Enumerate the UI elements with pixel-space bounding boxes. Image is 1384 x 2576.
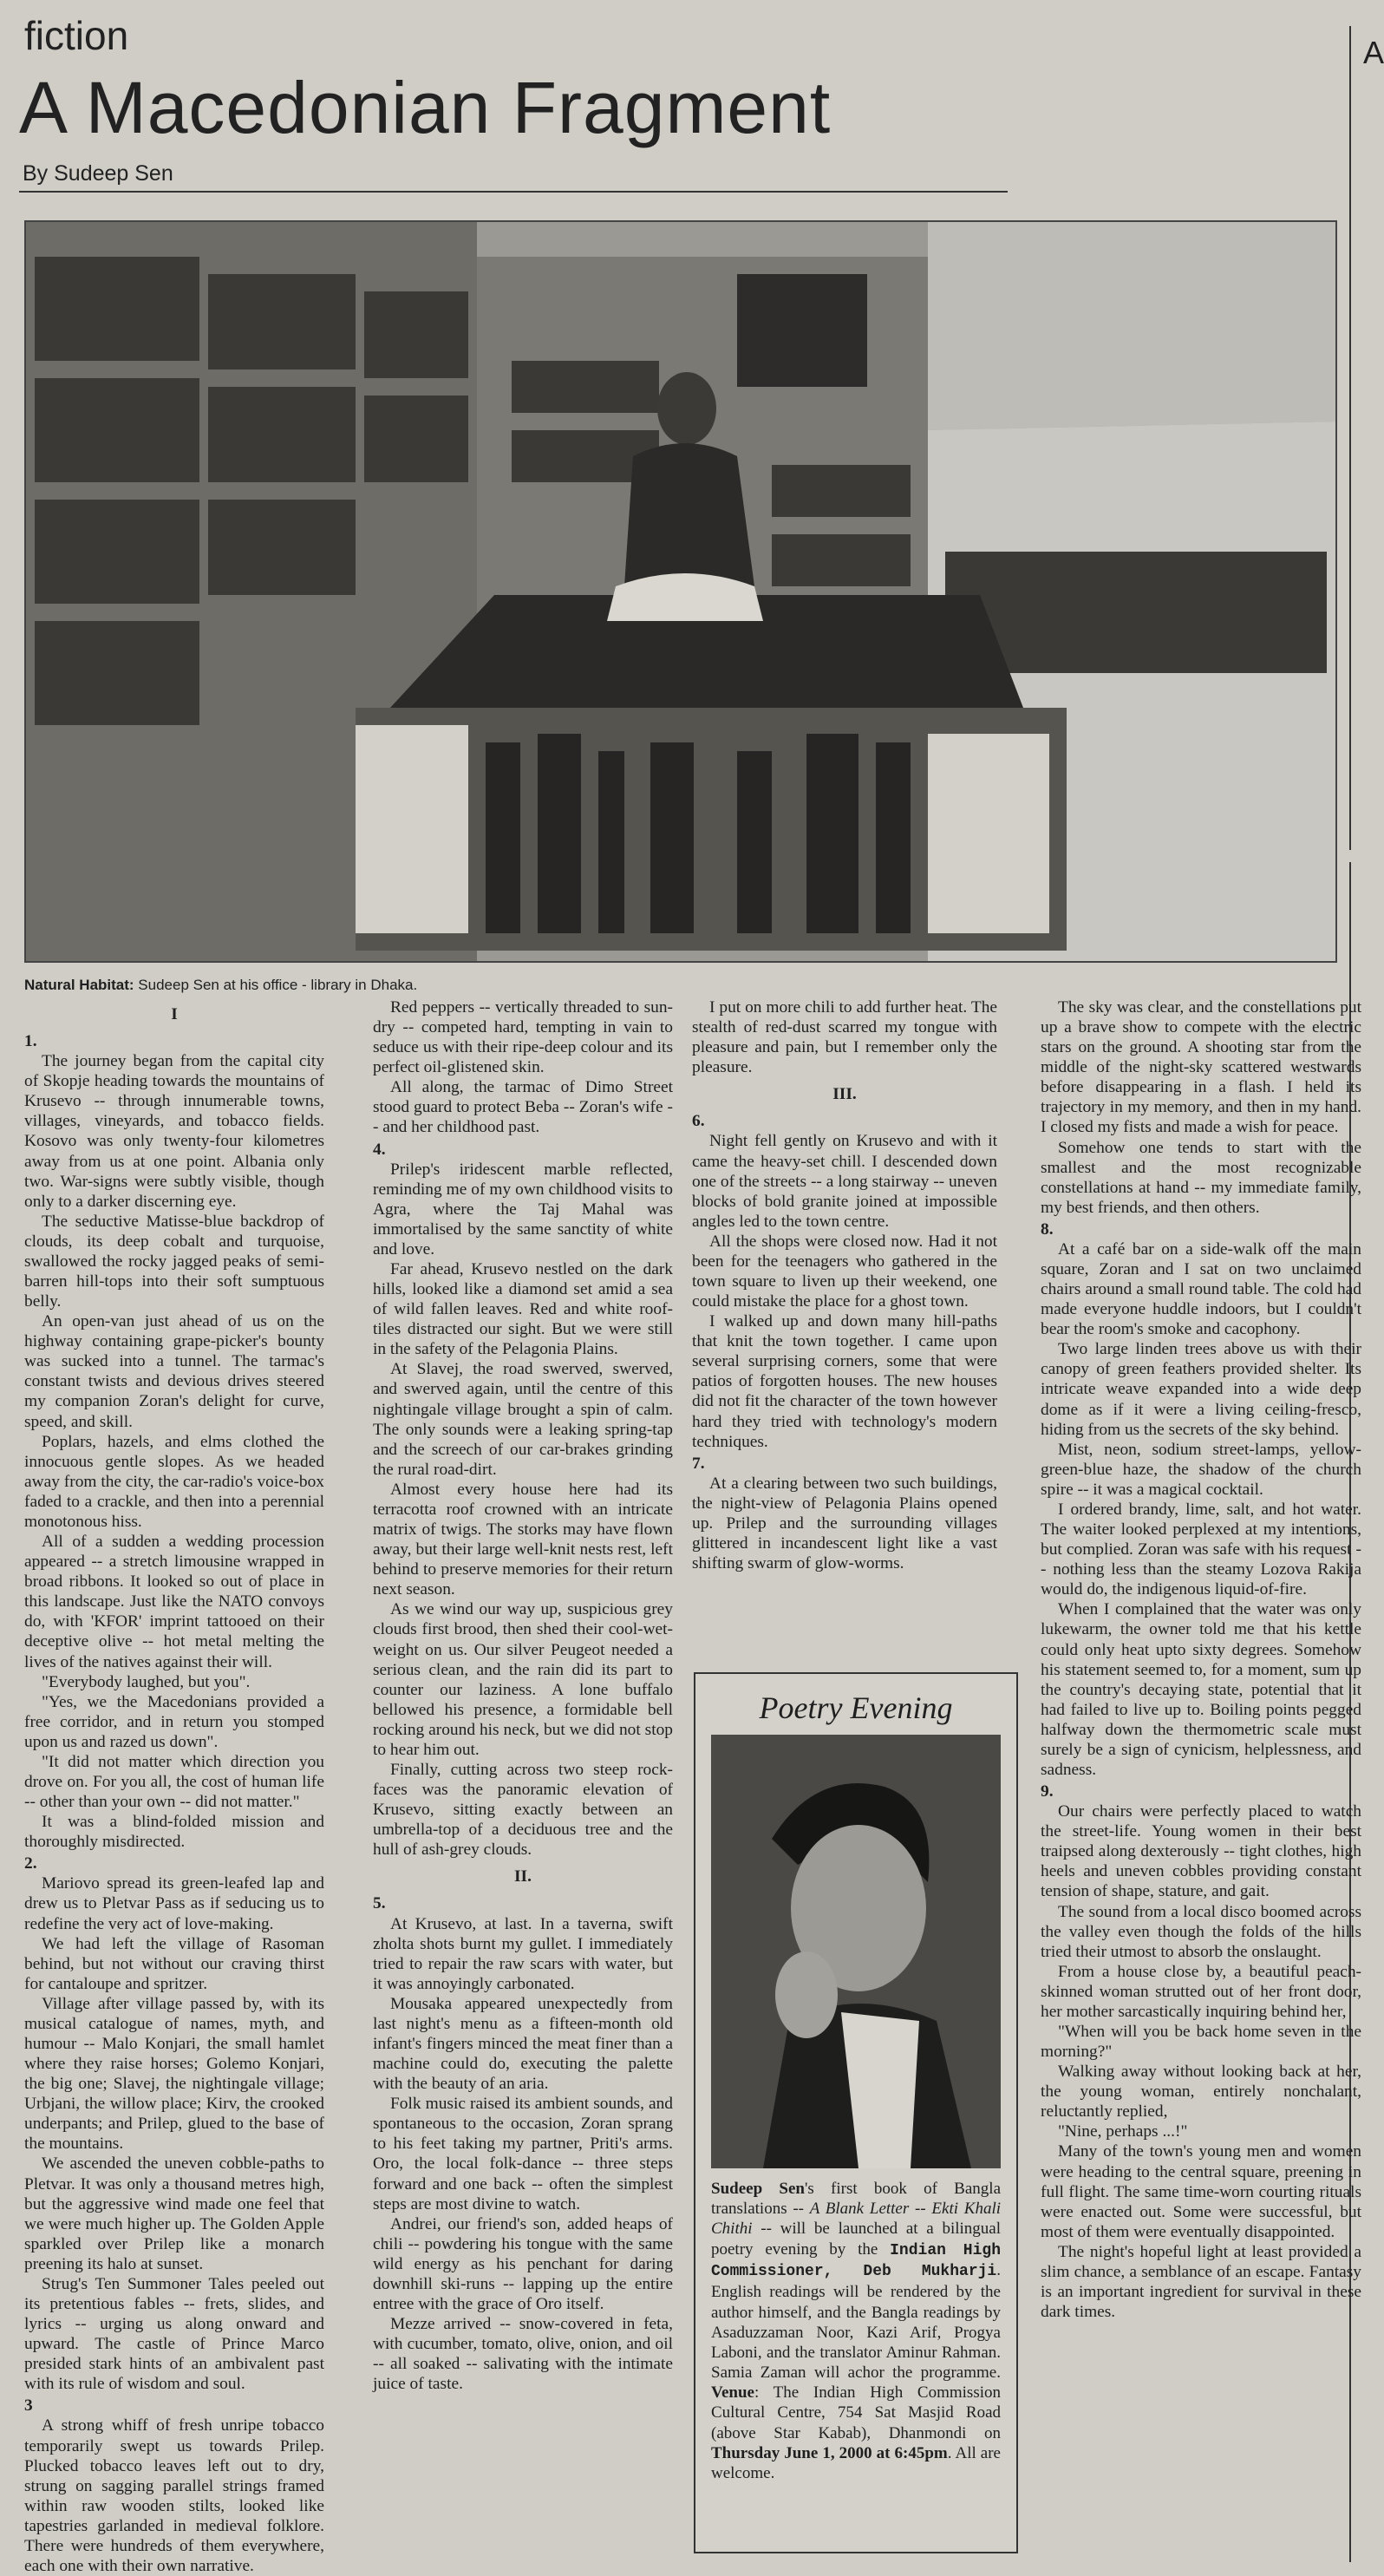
paragraph: Somehow one tends to start with the smallest and the most recognizable constellations at hand -- my immediate family, my best friends, and then others. (1041, 1138, 1361, 1217)
paragraph: A strong whiff of fresh unripe tobacco temporarily swept us towards Prilep. Plucked tobacco leaves left out to dry, strung on sagging parallel strings framed within raw wooden stilts, looked like tapestries garlanded in medieval folklore. There were hundreds of them everywhere, each one with their own narrative. (24, 2416, 324, 2576)
part-number: 2. (24, 1854, 37, 1873)
author-portrait (711, 1735, 1001, 2168)
paragraph: Strug's Ten Summoner Tales peeled out its pretentious fables -- frets, slides, and lyrics -- urging us along onward and upward. The castle of Prince Marco presided stark hints of an ambivalent past with its rule of wisdom and soul. (24, 2274, 324, 2394)
paragraph: Mezze arrived -- snow-covered in feta, with cucumber, tomato, olive, onion, and oil -- all soaked -- salivating with the intimate juice of taste. (373, 2315, 673, 2394)
photo-caption (24, 977, 417, 994)
paragraph: Village after village passed by, with its musical catalogue of names, myth, and humour -- Malo Konjari, the small hamlet where they raise horses; Golemo Konjari, the big one; Slavej, the nightingale village; Urbjani, the willow place; Kirv, the crooked underpants; and Prilep, glued to the base of the mountains. (24, 1994, 324, 2154)
box-date: Thursday June 1, 2000 at 6:45pm (711, 2443, 948, 2462)
paragraph: All along, the tarmac of Dimo Street stood guard to protect Beba -- Zoran's wife -- and her childhood past. (373, 1078, 673, 1137)
paragraph: From a house close by, a beautiful peach-skinned woman strutted out of her front door, her mother sarcastically inquiring behind her, (1041, 1962, 1361, 2021)
paragraph: I ordered brandy, lime, salt, and hot water. The waiter looked perplexed at my intentions, but complied. Zoran was safe with his request -- nothing less than the steamy Lozova Rakija would do, the indigenous liquid-of-fire. (1041, 1500, 1361, 1599)
box-text-part: . English readings will be rendered by the author himself, and the Bangla readings by Asaduzzaman Noor, Kazi Arif, Progya Laboni, and the translator Aminur Rahman. Samia Zaman will achor the programme. (711, 2261, 1001, 2383)
library-photo (24, 220, 1337, 963)
paragraph: Almost every house here had its terracotta roof crowned with an intricate matrix of twigs. The storks may have flown away, but their large well-knit nests rest, left behind to preserve memories for their return next season. (373, 1480, 673, 1599)
article-column-2 (373, 997, 673, 2394)
paragraph: All the shops were closed now. Had it not been for the teenagers who gathered in the town square to liven up their weekend, one could mistake the place for a ghost town. (692, 1232, 997, 1311)
paragraph: "Nine, perhaps ...!" (1058, 2122, 1188, 2141)
paragraph: Prilep's iridescent marble reflected, reminding me of my own childhood visits to Agra, where the Taj Mahal was immortalised by the same sanctity of white and love. (373, 1160, 673, 1259)
paragraph: Far ahead, Krusevo nestled on the dark hills, looked like a diamond set amid a sea of wild fallen leaves. Red and white roof-tiles distracted our sight. But we were still in the safety of the Pelagonia Plains. (373, 1260, 673, 1359)
box-author: Sudeep Sen (711, 2180, 805, 2198)
part-number: 9. (1041, 1782, 1054, 1801)
paragraph: Poplars, hazels, and elms clothed the innocuous gentle slopes. As we headed away from the city, the car-radio's voice-box faded to a crackle, and then into a perennial monotonous hiss. (24, 1432, 324, 1531)
photo-caption-label: Natural Habitat: (24, 977, 134, 993)
paragraph: At a clearing between two such buildings, the night-view of Pelagonia Plains opened up. Prilep and the surrounding villages glittered in incandescent light like a vast shifting swarm of glow-worms. (692, 1474, 997, 1573)
part-number: 8. (1041, 1219, 1054, 1239)
paragraph: Mist, neon, sodium street-lamps, yellow-green-blue haze, the shadow of the church spire -- it was a magical cocktail. (1041, 1440, 1361, 1499)
paragraph: "When will you be back home seven in the morning?" (1041, 2022, 1361, 2062)
paragraph: As we wind our way up, suspicious grey clouds first brood, then shed their cool-wet-weight on us. Our silver Peugeot needed a serious clean, and the rain did its part to counter our laziness. A lone buffalo bellowed his presence, a formidable bell rocking around his neck, but we did not stop to hear him out. (373, 1600, 673, 1759)
paragraph: We ascended the uneven cobble-paths to Pletvar. It was only a thousand metres high, but the aggressive wind made one feel that we were much higher up. The Golden Apple sparkled over Prilep like a monarch preening its halo at sunset. (24, 2154, 324, 2273)
paragraph: I put on more chili to add further heat. The stealth of red-dust scarred my tongue with pleasure and pain, but I remember only the pleasure. (692, 998, 997, 1077)
paragraph: "Yes, we the Macedonians provided a free corridor, and in return you stomped upon us and razed us down". (24, 1692, 324, 1751)
paragraph: Red peppers -- vertically threaded to sun-dry -- competed hard, tempting in vain to seduce us with their ripe-deep colour and its perfect oil-glistened skin. (373, 998, 673, 1077)
author-portrait-drawing (711, 1735, 1001, 2168)
paragraph: At a café bar on a side-walk off the main square, Zoran and I sat on two unclaimed chairs around a small round table. The cold had made everyone huddle indoors, but I couldn't bear the room's smoke and cacophony. (1041, 1239, 1361, 1339)
paragraph: At Slavej, the road swerved, swerved, and swerved again, until the centre of this nightingale village brought a spin of calm. The only sounds were a leaking spring-tap and the screech of our car-brakes grinding the rural road-dirt. (373, 1360, 673, 1479)
paragraph: Night fell gently on Krusevo and with it came the heavy-set chill. I descended down one of the streets -- a long stairway -- uneven blocks of bold granite joined at impossible angles led to the town centre. (692, 1132, 997, 1231)
section-heading: II. (514, 1867, 532, 1886)
byline-rule (19, 191, 1008, 193)
paragraph: It was a blind-folded mission and thoroughly misdirected. (24, 1813, 324, 1852)
box-text-part: 's first book of Bangla translations -- (711, 2180, 1001, 2219)
paragraph: Our chairs were perfectly placed to watch the street-life. Young women in their best traipsed along dexterously -- tight clothes, high heels and uneven cobbles providing constant tension of shape, stature, and gait. (1041, 1802, 1361, 1901)
library-photo-drawing (26, 222, 1335, 961)
part-number: 6. (692, 1112, 705, 1131)
box-venue-label: Venue (711, 2383, 754, 2403)
paragraph: Many of the town's young men and women were heading to the central square, preening in full flight. The same time-worn courting rituals were enacted out. Some were successful, but most of them were eventually disappointed. (1041, 2142, 1361, 2241)
column-rule (1349, 26, 1351, 850)
paragraph: The sky was clear, and the constellations put up a brave show to compete with the electric stars on the ground. A shooting star from the middle of the night-sky scattered westwards before disappearing in a flash. I held its trajectory in my memory, and then in my hand. I closed my fists and made a wish for peace. (1041, 998, 1361, 1137)
paragraph: An open-van just ahead of us on the highway containing grape-picker's bounty was sucked into a tunnel. The tarmac's constant twists and devious drives steered my companion Zoran's delight for curve, speed, and skill. (24, 1312, 324, 1431)
part-number: 1. (24, 1032, 37, 1051)
poetry-evening-box (694, 1672, 1018, 2553)
paragraph: I walked up and down many hill-paths that knit the town together. I came upon several surprising corners, some that were patios of forgotten houses. The new houses did not fit the character of the town however hard they tried with technology's modern techniques. (692, 1312, 997, 1451)
box-commissioner: Indian High Commissioner, Deb Mukharji (711, 2241, 1001, 2281)
section-heading: III. (832, 1085, 857, 1104)
box-text-part: : The Indian High Commission Cultural Centre, 754 Sat Masjid Road (above Star Kabab), Dhanmondi on (711, 2383, 1001, 2442)
box-text-part: . All are welcome. (711, 2443, 1001, 2482)
box-title: Poetry Evening (759, 1690, 953, 1725)
paragraph: When I complained that the water was only lukewarm, the owner told me that his kettle could only heat upto sixty degrees. Somehow his statement seemed to, for a moment, sum up the country's decaying state, potential that it had failed to live up to. Boiling points pegged halfway down the thermometric scale must surely be a sign of cynicism, helplessness, and sadness. (1041, 1600, 1361, 1779)
paragraph: At Krusevo, at last. In a taverna, swift zholta shots burnt my gullet. I immediately tried to repair the raw scars with water, but it was annoyingly carbonated. (373, 1914, 673, 1993)
section-heading: I (171, 1005, 178, 1023)
paragraph: Walking away without looking back at her, the young woman, entirely nonchalant, reluctantly replied, (1041, 2063, 1361, 2122)
article-column-4 (1041, 997, 1361, 2322)
article-title: A Macedonian Fragment (19, 67, 832, 148)
article-column-1 (24, 997, 324, 2576)
paragraph: "Everybody laughed, but you". (42, 1672, 251, 1691)
box-text (711, 2179, 1001, 2483)
paragraph: Mousaka appeared unexpectedly from last night's menu as a fifteen-month old infant's fingers minced the meat finer than a machine could do, executing the palette with the beauty of an aria. (373, 1994, 673, 2094)
paragraph: The sound from a local disco boomed across the valley even though the folds of the hills tried their utmost to absorb the onslaught. (1041, 1902, 1361, 1961)
paragraph: All of a sudden a wedding procession appeared -- a stretch limousine wrapped in broad ribbons. It looked so out of place in this landscape. Just like the NATO convoys do, with 'KFOR' imprint tattooed on their deceptive olive -- hot metal melting the lives of the natives against their will. (24, 1533, 324, 1671)
paragraph: Andrei, our friend's son, added heaps of chili -- powdering his tongue with the same wild energy as his penchant for daring downhill ski-runs -- lapping up the entire entree with the grace of Oro itself. (373, 2214, 673, 2313)
part-number: 4. (373, 1140, 386, 1159)
byline: By Sudeep Sen (23, 161, 173, 186)
part-number: 3 (24, 2396, 33, 2416)
paragraph: "It did not matter which direction you drove on. For you all, the cost of human life -- other than your own -- did not matter." (24, 1752, 324, 1812)
paragraph: The journey began from the capital city of Skopje heading towards the mountains of Krusevo -- through innumerable towns, villages, vineyards, and tobacco fields. Kosovo was only twenty-four kilometres away from us at one point. Albania only two. War-signs were subtly visible, though only to a darker discerning eye. (24, 1052, 324, 1211)
paragraph: We had left the village of Rasoman behind, but not without our craving thirst for cantaloupe and spritzer. (24, 1934, 324, 1993)
paragraph: Mariovo spread its green-leafed lap and drew us to Pletvar Pass as if seducing us to redefine the very act of love-making. (24, 1874, 324, 1933)
paragraph: Folk music raised its ambient sounds, and spontaneous to the occasion, Zoran sprang to his feet taking my partner, Priti's arms. Oro, the local folk-dance -- three steps forward and one back -- often the simplest steps are most divine to watch. (373, 2095, 673, 2213)
article-column-3 (692, 997, 997, 1573)
paragraph: Two large linden trees above us with their canopy of green feathers provided shelter. Its intricate weave expanded into a wide deep dome as if it were a living ceiling-fresco, hiding from us the secrets of the sky behind. (1041, 1340, 1361, 1439)
box-text-part: -- will be launched at a bilingual poetry evening by the (711, 2220, 1002, 2259)
section-label: fiction (24, 13, 129, 58)
paragraph: Finally, cutting across two steep rock-faces was the panoramic elevation of Krusevo, sitting exactly between an umbrella-top of a deciduous tree and the hull of ash-grey clouds. (373, 1760, 673, 1860)
paragraph: The seductive Matisse-blue backdrop of clouds, its deep cobalt and turquoise, swallowed the rocky jagged peaks of semi-barren hill-tops into their soft sumptuous belly. (24, 1212, 324, 1311)
adjacent-article-initial: A (1363, 35, 1384, 70)
part-number: 5. (373, 1894, 386, 1913)
paragraph: The night's hopeful light at least provided a slim chance, a semblance of an escape. Fantasy is an important ingredient for survival in these dark times. (1041, 2242, 1361, 2322)
part-number: 7. (692, 1454, 705, 1473)
photo-caption-text: Sudeep Sen at his office - library in Dhaka. (134, 977, 418, 993)
box-book-title: A Blank Letter -- Ekti Khali Chithi (711, 2200, 1002, 2239)
